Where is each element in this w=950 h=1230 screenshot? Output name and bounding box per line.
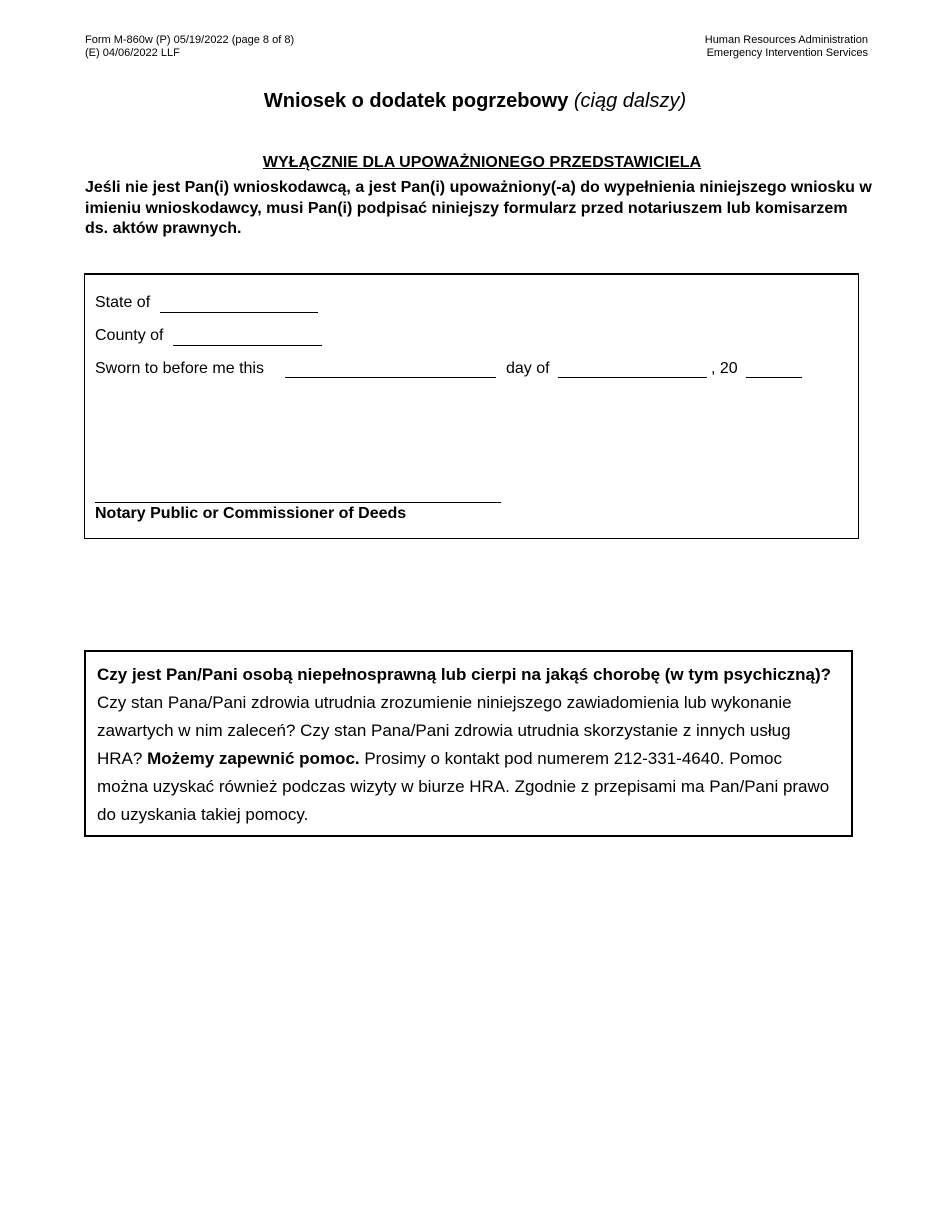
state-field[interactable] bbox=[160, 312, 318, 313]
year-field[interactable] bbox=[746, 377, 802, 378]
page-title bbox=[0, 89, 950, 113]
year-prefix: , 20 bbox=[711, 360, 738, 377]
notice-help-bold: Możemy zapewnić pomoc. bbox=[147, 749, 360, 768]
form-number-line: Form M-860w (P) 05/19/2022 (page 8 of 8) bbox=[85, 34, 295, 46]
county-field[interactable] bbox=[173, 345, 322, 346]
day-of-label: day of bbox=[506, 360, 550, 377]
page-title-main: Wniosek o dodatek pogrzebowy bbox=[263, 90, 569, 112]
notary-section bbox=[84, 273, 859, 539]
form-date-line: (E) 04/06/2022 LLF bbox=[85, 47, 180, 59]
agency-info bbox=[705, 34, 868, 60]
notice-question-bold: Czy jest Pan/Pani osobą niepełnosprawną lub cierpi na jakąś chorobę (w tym psychiczną)? bbox=[97, 665, 832, 684]
notary-signature-line[interactable] bbox=[95, 502, 501, 503]
form-identifier bbox=[85, 34, 294, 60]
county-label: County of bbox=[95, 327, 164, 344]
notice-contact-text: Prosimy o kontakt pod numerem 212-331-4640. Pomoc można uzyskać również podczas wizyty w biurze HRA. Zgodnie z przepisami ma Pan/Pani prawo do uzyskania takiej pomocy. bbox=[97, 749, 830, 824]
representative-heading: WYŁĄCZNIE DLA UPOWAŻNIONEGO PRZEDSTAWICIELA bbox=[262, 154, 702, 171]
disability-assistance-notice bbox=[84, 650, 853, 837]
sworn-label: Sworn to before me this bbox=[95, 360, 264, 377]
notary-signature-caption: Notary Public or Commissioner of Deeds bbox=[95, 505, 407, 522]
sworn-day-field[interactable] bbox=[285, 377, 496, 378]
notice-text bbox=[97, 661, 837, 829]
agency-name: Human Resources Administration bbox=[704, 34, 868, 46]
agency-division: Emergency Intervention Services bbox=[706, 47, 868, 59]
month-field[interactable] bbox=[558, 377, 707, 378]
representative-instructions: Jeśli nie jest Pan(i) wnioskodawcą, a jest Pan(i) upoważniony(-a) do wypełnienia niniejszego wniosku w imieniu wnioskodawcy, musi Pan(i) podpisać niniejszy formularz przed notariuszem lub komisarzem ds. aktów prawnych. bbox=[85, 179, 872, 237]
notice-question-rest: Czy stan Pana/Pani zdrowia utrudnia zrozumienie niniejszego zawiadomienia lub wykonanie zawartych w nim zaleceń? Czy stan Pana/Pani zdrowia utrudnia skorzystanie z innych usług HRA? bbox=[97, 693, 792, 768]
page-title-continuation: (ciąg dalszy) bbox=[573, 90, 687, 112]
state-label: State of bbox=[95, 294, 151, 311]
